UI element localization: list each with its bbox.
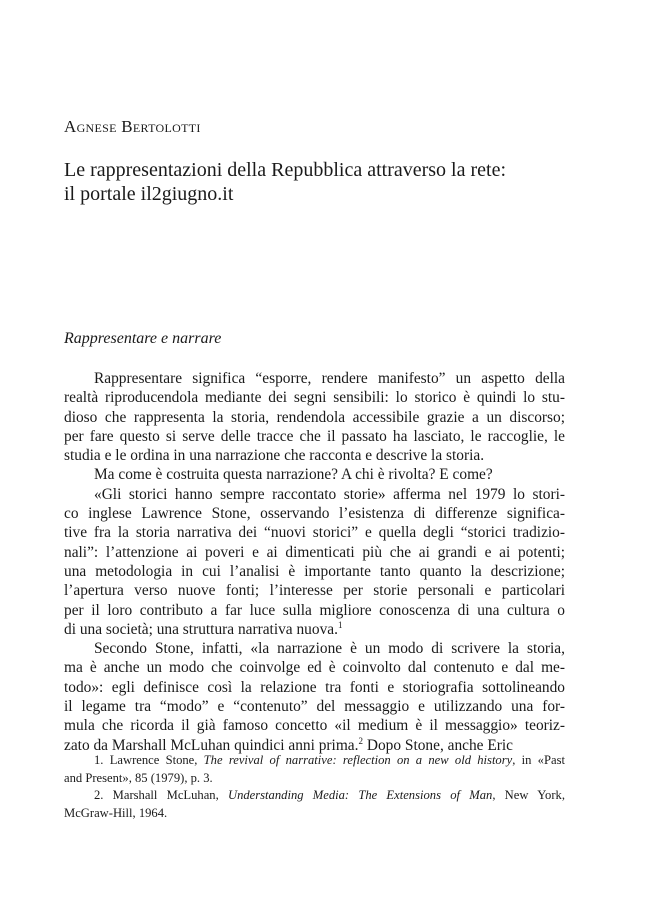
footnote-1 [64,752,565,770]
footnote-ref-2: 2 [358,735,363,746]
body-line: dioso che rappresenta la storia, rendendola accessibile grazie a un discorso; [64,408,565,426]
body-line-text: Dopo Stone, anche Eric [362,736,513,754]
footnote-2 [64,787,565,805]
chapter-title-line-1: Le rappresentazioni della Repubblica attraverso la rete: [64,159,507,181]
chapter-title [64,158,584,206]
section-heading: Rappresentare e narrare [64,330,222,347]
body-line: todo»: egli definisce così la relazione tra fonti e storiografia sottolineando [64,678,565,696]
body-line: tive fra la storia narrativa dei “nuovi storici” e quella degli “storici tradizio- [64,524,565,542]
body-line: mula che ricorda il già famoso concetto «il medium è il messaggio» teoriz- [64,717,565,735]
body-line: una metodologia in cui l’analisi è importante tanto quanto la descrizione; [64,562,565,580]
footnote-1-source: , in «Past [512,753,565,767]
body-line-text: di una società; una struttura narrativa nuova. [64,620,338,638]
body-line: co inglese Lawrence Stone, osservando l’esistenza di differenze significa- [64,505,565,523]
body-line-text: zato da Marshall McLuhan quindici anni prima. [64,736,359,754]
footnote-1-cont: and Present», 85 (1979), p. 3. [64,770,213,785]
body-line: realtà riproducendola mediante dei segni sensibili: lo storico è quindi lo stu- [64,389,565,407]
body-text [64,369,565,755]
footnote-1-title: The revival of narrative: reflection on a new old history [203,753,513,767]
footnote-ref-1: 1 [337,619,343,630]
body-line: studia e le ordina in una narrazione che racconta e descrive la storia. [64,447,485,465]
body-line: l’apertura verso nuove fonti; l’interesse per storie personali e particolari [64,582,565,600]
footnote-2-source: , New York, [492,788,565,802]
body-line: per il loro contributo a far luce sulla migliore conoscenza di una cultura o [64,601,565,619]
footnote-2-title: Understanding Media: The Extensions of Man [227,788,493,802]
body-line: il legame tra “modo” e “contenuto” del messaggio e utilizzando una for- [64,698,565,716]
body-line: per fare questo si serve delle tracce che il passato ha lasciato, le raccoglie, le [64,427,565,445]
body-line: ma è anche un modo che coinvolge ed è coinvolto dal contenuto e dal me- [64,659,565,677]
body-line: «Gli storici hanno sempre raccontato storie» afferma nel 1979 lo stori- [94,485,565,503]
body-line: Secondo Stone, infatti, «la narrazione è un modo di scrivere la storia, [94,640,565,658]
footnote-1-author: 1. Lawrence Stone, [94,753,204,767]
author-name: Agnese Bertolotti [64,117,201,136]
body-line: Ma come è costruita questa narrazione? A chi è rivolta? E come? [94,466,493,484]
footnotes [64,752,565,822]
chapter-title-line-2: il portale il2giugno.it [64,183,234,205]
body-line-with-footnote [64,620,565,639]
body-line: nali”: l’attenzione ai poveri e ai dimenticati più che ai grandi e ai potenti; [64,543,565,561]
footnote-2-cont: McGraw-Hill, 1964. [64,805,168,820]
body-line: Rappresentare significa “esporre, rendere manifesto” un aspetto della [94,370,565,387]
footnote-2-author: 2. Marshall McLuhan, [94,788,228,802]
